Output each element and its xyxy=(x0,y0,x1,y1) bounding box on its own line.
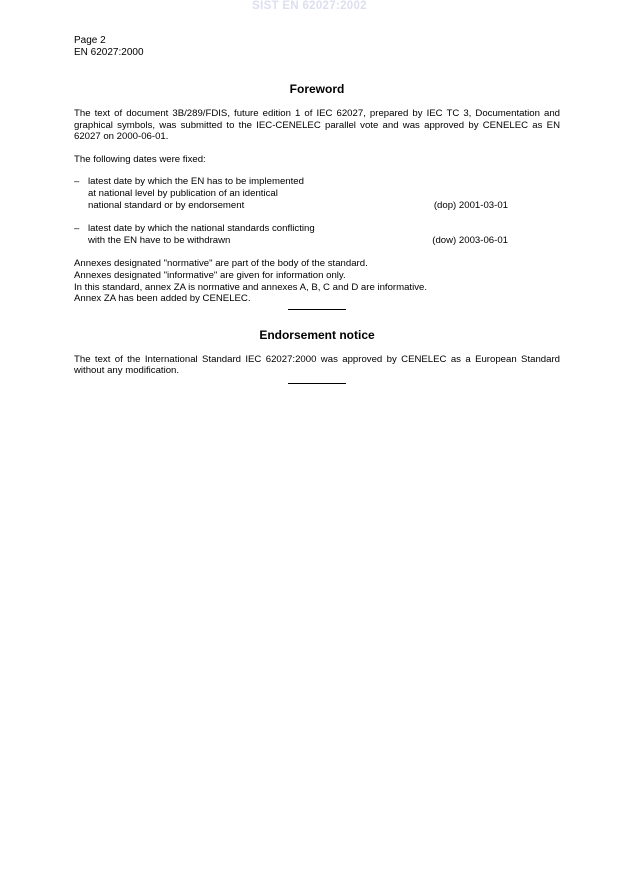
date-item-line: latest date by which the EN has to be implemented xyxy=(88,176,304,188)
section-divider xyxy=(288,383,346,384)
date-item-line: latest date by which the national standards conflicting xyxy=(88,223,315,235)
date-item-dow xyxy=(74,223,560,246)
section-divider xyxy=(288,309,346,310)
foreword-intro: The text of document 3B/289/FDIS, future edition 1 of IEC 62027, prepared by IEC TC 3, Documentation and graphical symbols, was submitted to the IEC-CENELEC parallel vote and was approved by CENELEC as EN 62027 on 2000-06-01. xyxy=(74,108,560,143)
page-header xyxy=(74,35,144,59)
watermark: SIST EN 62027:2002 xyxy=(252,0,367,12)
date-code-dop: (dop) 2001-03-01 xyxy=(433,199,508,211)
foreword-title: Foreword xyxy=(289,82,345,96)
endorsement-text: The text of the International Standard IEC 62027:2000 was approved by CENELEC as a European Standard without any modification. xyxy=(74,353,560,377)
date-item-line: national standard or by endorsement xyxy=(88,199,245,211)
endorsement-title: Endorsement notice xyxy=(259,327,375,342)
dates-intro: The following dates were fixed: xyxy=(74,153,206,165)
annex-line: In this standard, annex ZA is normative and annexes A, B, C and D are informative. xyxy=(74,281,428,293)
date-item-dop xyxy=(74,176,560,211)
standard-reference: EN 62027:2000 xyxy=(74,47,144,58)
annex-notes xyxy=(74,258,560,304)
annex-line: Annexes designated "informative" are given for information only. xyxy=(74,269,346,281)
date-code-dow: (dow) 2003-06-01 xyxy=(432,234,508,246)
annex-line: Annexes designated "normative" are part of the body of the standard. xyxy=(74,258,368,270)
page-number: Page 2 xyxy=(74,35,106,46)
date-item-line: with the EN have to be withdrawn xyxy=(88,234,231,246)
date-item-line: at national level by publication of an identical xyxy=(88,187,278,199)
list-dash: – xyxy=(74,176,80,188)
document-body xyxy=(74,82,560,384)
annex-line: Annex ZA has been added by CENELEC. xyxy=(74,293,251,305)
list-dash: – xyxy=(74,223,80,235)
